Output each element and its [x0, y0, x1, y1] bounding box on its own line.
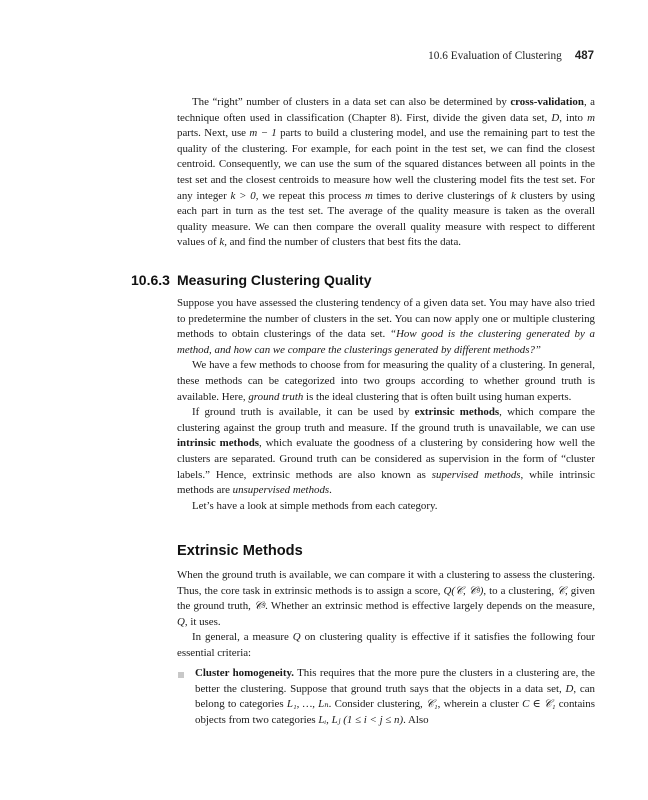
subsection-heading: Extrinsic Methods — [177, 543, 303, 559]
criteria-paragraph: In general, a measure Q on clustering quality is effective if it satisfies the following four essential criteria: — [177, 631, 595, 659]
quality-intro-text — [177, 296, 595, 514]
lets-look-paragraph: Let’s have a look at simple methods from each category. — [192, 499, 438, 512]
section-number: 10.6.3 — [131, 272, 170, 288]
bullet-square-icon — [178, 672, 184, 678]
extrinsic-intrinsic-paragraph: If ground truth is available, it can be used by extrinsic methods, which compare the clustering against the group truth and measure. If the ground truth is unavailable, we can use intrinsic methods, which evaluate the goodness of a clustering by considering how well the clusters are separated. Ground truth can be considered as supervision in the form of “cluster labels.” Hence, extrinsic methods are also known as supervised methods, while intrinsic methods are unsupervised methods. — [177, 406, 596, 497]
criteria-list — [177, 666, 595, 728]
list-item: Cluster homogeneity. This requires that the more pure the clusters in a clustering are, the better the clustering. Suppose that ground truth says that the objects in a data set, D, can belong to categories L₁, …, Lₙ. Consider clustering, 𝒞₁, wherein a cluster C ∈ 𝒞₁ contains objects from two categories Lᵢ, Lⱼ (1 ≤ i < j ≤ n). Also — [177, 666, 595, 728]
section-heading — [131, 272, 371, 288]
ground-truth-paragraph: When the ground truth is available, we can compare it with a clustering to assess the clustering. Thus, the core task in extrinsic methods is to assign a score, Q(𝒞, 𝒞ᵍ), to a clustering, 𝒞, given the ground truth, 𝒞ᵍ. Whether an extrinsic method is effective largely depends on the measure, Q, it uses. — [177, 569, 595, 628]
running-header — [428, 50, 594, 62]
running-title: 10.6 Evaluation of Clustering — [428, 50, 562, 62]
methods-paragraph: We have a few methods to choose from for measuring the quality of a clustering. In general, these methods can be categorized into two groups according to whether ground truth is available. Here, ground truth is the ideal clustering that is often built using human experts. — [177, 359, 595, 403]
page-number: 487 — [574, 50, 594, 62]
intro-paragraph: Suppose you have assessed the clustering tendency of a given data set. You may have also tried to predetermine the number of clusters in the set. You can now apply one or multiple clustering methods to obtain clusterings of the data set. “How good is the clustering generated by a method, and how can we compare the clusterings generated by different methods?” — [177, 297, 595, 356]
cross-validation-paragraph: The “right” number of clusters in a data set can also be determined by cross-validation, a technique often used in classification (Chapter 8). First, divide the given data set, D, into m parts. Next, use m − 1 parts to build a clustering model, and use the remaining part to test the quality of the clustering. For example, for each point in the test set, we can find the closest centroid. Consequently, we can use the sum of the squared distances between all points in the test set and the closest centroids to measure how well the clustering model fits the test set. For any integer k > 0, we repeat this process m times to derive clusterings of k clusters by using each part in turn as the test set. The average of the quality measure is taken as the overall quality measure. We can then compare the overall quality measure with respect to different values of k, and find the number of clusters that best fits the data. — [177, 96, 596, 249]
section-title: Measuring Clustering Quality — [177, 272, 372, 288]
extrinsic-text — [177, 568, 595, 662]
